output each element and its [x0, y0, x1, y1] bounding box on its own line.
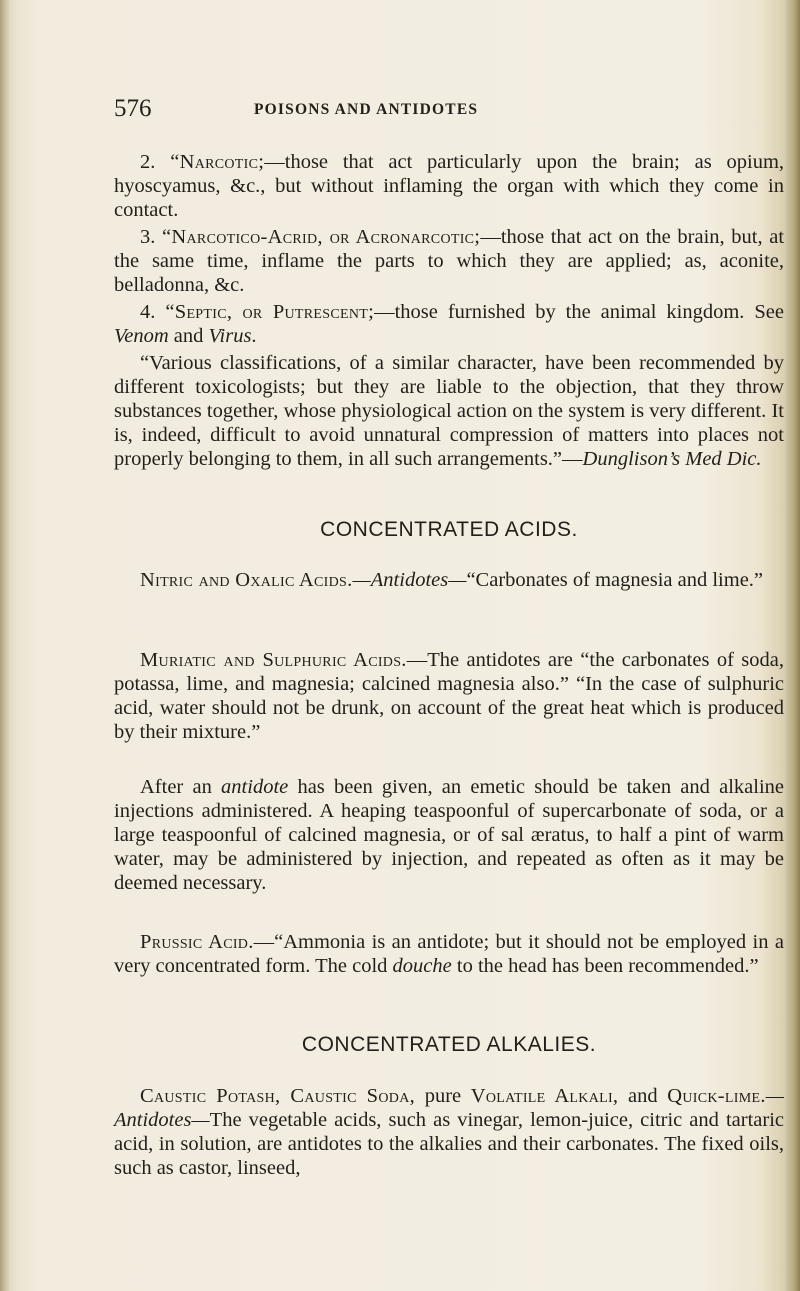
- entry-text: pure: [415, 1085, 471, 1107]
- entry-muriatic-sulphuric: [114, 648, 784, 744]
- cross-reference: Venom: [114, 325, 169, 347]
- punctuation: .: [251, 325, 257, 347]
- item-term: “Narcotico-Acrid, or Acronarcotic;: [162, 226, 481, 248]
- entry-text: to the head has been recommended.”: [451, 955, 759, 977]
- entry-text: —“Ammonia is an antidote; but it should not be employed in a very concentrated form. The cold: [114, 931, 784, 977]
- entry-caustic-alkalies: [114, 1084, 784, 1180]
- quotation-source: Dunglison’s Med Dic.: [582, 448, 762, 470]
- entry-text: “Carbonates of magnesia and lime.”: [466, 569, 764, 591]
- quotation-paragraph: [114, 351, 784, 471]
- item-number: 3.: [140, 226, 156, 248]
- item-septic: [114, 300, 784, 348]
- paragraph-text: has been given, an emetic should be taken and alkaline injections administered. A heaping teaspoonful of supercarbonate of soda, or a large teaspoonful of calcined magnesia, or of sal æratus, to half a pint of warm water, may be administered by injection, and repeated as often as it may be deemed necessary.: [114, 776, 784, 894]
- page-edge: [784, 0, 800, 1291]
- entry-label: —Antidotes—: [114, 1085, 784, 1131]
- cross-reference: Virus: [208, 325, 252, 347]
- item-number: 4.: [140, 301, 156, 323]
- item-number: 2.: [140, 151, 156, 173]
- entry-nitric-oxalic: [114, 568, 784, 592]
- conjunction: and: [168, 325, 209, 347]
- emphasis-word: antidote: [221, 776, 289, 798]
- entry-term: Caustic Potash, Caustic Soda,: [140, 1085, 416, 1107]
- entry-text: and: [618, 1085, 668, 1107]
- paragraph-text: After an: [140, 776, 222, 798]
- item-narcotic: [114, 150, 784, 222]
- quotation-text: “Various classifications, of a similar character, have been recommended by different toxicologists; but they are liable to the objection, that they throw substances together, whose physiological action on the system is very different. It is, indeed, difficult to avoid unnatural compression of matters into places not properly belonging to them, in all such arrangements.”—: [114, 352, 784, 470]
- item-term: “Narcotic;: [170, 151, 265, 173]
- paragraph-after-antidote: [114, 775, 784, 895]
- entry-label: —Antidotes—: [352, 569, 467, 591]
- binding-shadow: [0, 0, 10, 1291]
- item-text: —those that act particularly upon the brain; as opium, hyoscyamus, &c., but without inflaming the organ with which they come in contact.: [114, 151, 785, 221]
- page-header: [114, 94, 786, 124]
- page-number: 576: [114, 95, 152, 122]
- entry-text: The vegetable acids, such as vinegar, lemon-juice, citric and tartaric acid, in solution, are antidotes to the alkalies and their carbonates. The fixed oils, such as castor, linseed,: [114, 1109, 784, 1179]
- item-narcotico-acrid: [114, 225, 784, 297]
- section-heading-acids: CONCENTRATED ACIDS.: [320, 518, 578, 541]
- item-term: “Septic, or Putrescent;: [165, 301, 375, 323]
- running-head: POISONS AND ANTIDOTES: [254, 101, 479, 118]
- item-text: —those that act on the brain, but, at the same time, inflame the parts to which they are applied; as, aconite, belladonna, &c.: [114, 226, 785, 296]
- entry-term: Nitric and Oxalic Acids.: [140, 569, 353, 591]
- section-heading-alkalies: CONCENTRATED ALKALIES.: [301, 1033, 597, 1056]
- entry-prussic-acid: [114, 930, 784, 978]
- item-text: —those furnished by the animal kingdom. See: [374, 301, 784, 323]
- entry-term: Muriatic and Sulphuric Acids.: [140, 649, 407, 671]
- entry-term: Prussic Acid.: [140, 931, 254, 953]
- entry-text: —The antidotes are “the carbonates of soda, potassa, lime, and magnesia; calcined magnesia also.” “In the case of sulphuric acid, water should not be drunk, on account of the great heat which is produced by their mixture.”: [114, 649, 784, 743]
- entry-term: Volatile Alkali,: [470, 1085, 619, 1107]
- entry-term: Quick-lime.: [667, 1085, 766, 1107]
- emphasis-word: douche: [392, 955, 452, 977]
